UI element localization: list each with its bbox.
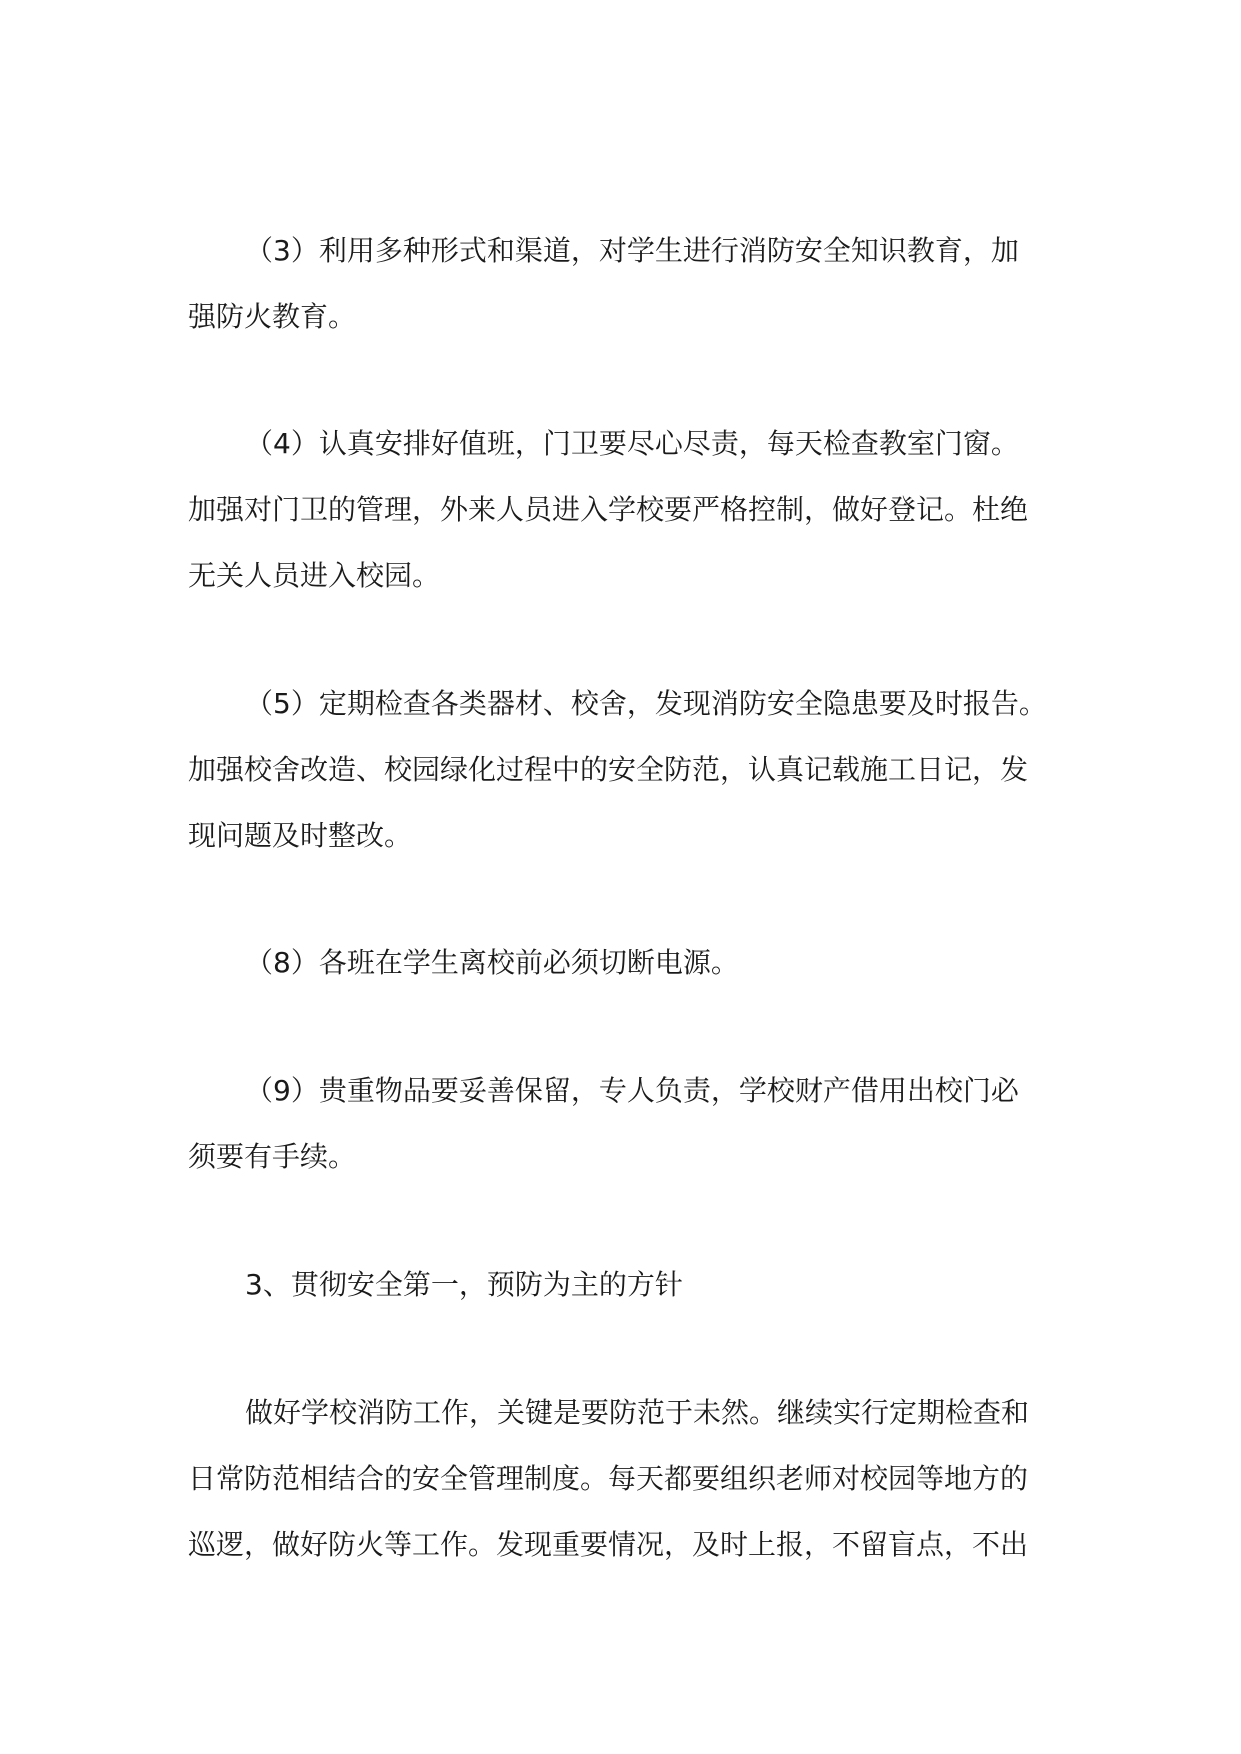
body-paragraph-line-2: 日常防范相结合的安全管理制度。每天都要组织老师对校园等地方的	[188, 1462, 1029, 1495]
paragraph-4-line-3: 无关人员进入校园。	[188, 559, 441, 592]
paragraph-5-line-1: （5）定期检查各类器材、校舍，发现消防安全隐患要及时报告。	[245, 687, 1047, 720]
paragraph-5-line-3: 现问题及时整改。	[188, 819, 413, 852]
body-paragraph-line-1: 做好学校消防工作，关键是要防范于未然。继续实行定期检查和	[245, 1396, 1030, 1429]
paragraph-5-line-2: 加强校舍改造、校园绿化过程中的安全防范，认真记载施工日记，发	[188, 753, 1029, 786]
paragraph-9-line-2: 须要有手续。	[188, 1140, 357, 1173]
section-heading-3: 3、贯彻安全第一，预防为主的方针	[245, 1268, 683, 1301]
paragraph-4-line-1: （4）认真安排好值班，门卫要尽心尽责，每天检查教室门窗。	[245, 427, 1019, 460]
paragraph-3-line-2: 强防火教育。	[188, 300, 357, 333]
paragraph-3-line-1: （3）利用多种形式和渠道，对学生进行消防安全知识教育，加	[245, 234, 1019, 267]
paragraph-4-line-2: 加强对门卫的管理，外来人员进入学校要严格控制，做好登记。杜绝	[188, 493, 1029, 526]
paragraph-9-line-1: （9）贵重物品要妥善保留，专人负责，学校财产借用出校门必	[245, 1074, 1019, 1107]
paragraph-8-line-1: （8）各班在学生离校前必须切断电源。	[245, 946, 739, 979]
body-paragraph-line-3: 巡逻，做好防火等工作。发现重要情况，及时上报，不留盲点，不出	[188, 1528, 1029, 1561]
